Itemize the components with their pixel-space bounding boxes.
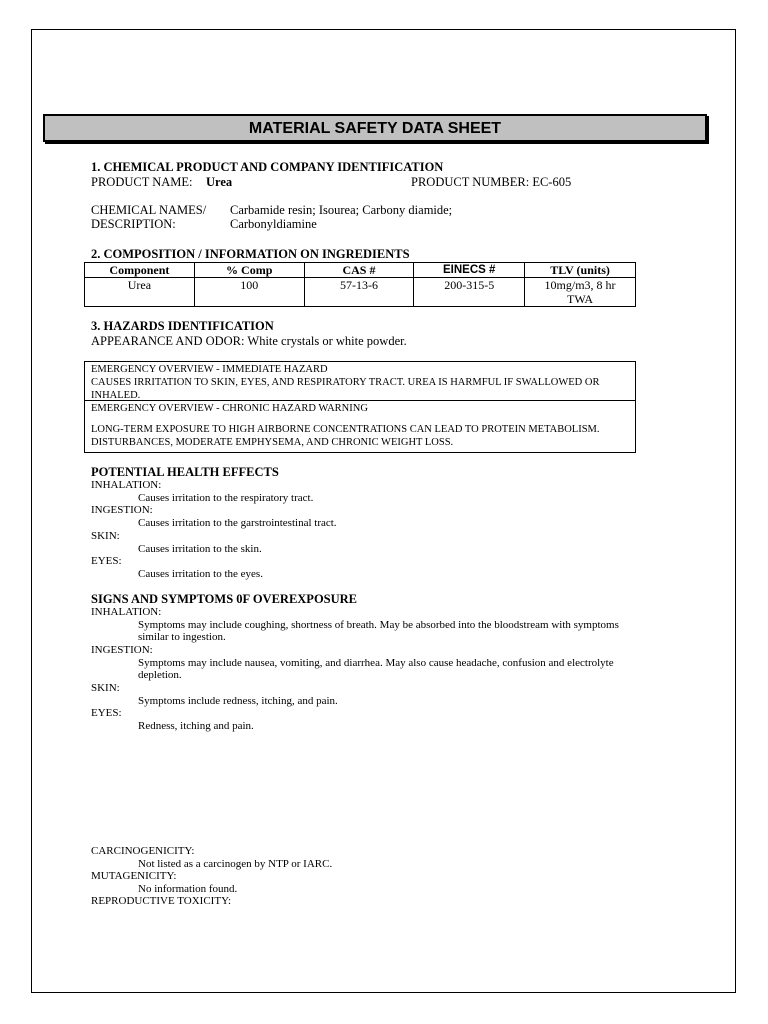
column-header: EINECS # bbox=[414, 263, 525, 278]
carcinogenicity-text: Not listed as a carcinogen by NTP or IARC. bbox=[138, 858, 333, 870]
immediate-hazard-text: CAUSES IRRITATION TO SKIN, EYES, AND RESPIRATORY TRACT. UREA IS HARMFUL IF SWALLOWED OR INHALED. bbox=[91, 377, 600, 401]
symptoms-inhalation-text-cont: similar to ingestion. bbox=[138, 631, 226, 643]
chronic-hazard-title: EMERGENCY OVERVIEW - CHRONIC HAZARD WARNING bbox=[91, 403, 368, 414]
table-cell: 200-315-5 bbox=[414, 278, 525, 307]
health-skin-text: Causes irritation to the skin. bbox=[138, 543, 262, 555]
health-skin-label: SKIN: bbox=[91, 530, 120, 542]
section1-heading: 1. CHEMICAL PRODUCT AND COMPANY IDENTIFICATION bbox=[91, 160, 444, 174]
mutagenicity-text: No information found. bbox=[138, 883, 238, 895]
section2-heading: 2. COMPOSITION / INFORMATION ON INGREDIENTS bbox=[91, 247, 410, 261]
symptoms-heading: SIGNS AND SYMPTOMS 0F OVEREXPOSURE bbox=[91, 592, 358, 606]
column-header: CAS # bbox=[304, 263, 414, 278]
mutagenicity-label: MUTAGENICITY: bbox=[91, 870, 177, 882]
immediate-hazard-title: EMERGENCY OVERVIEW - IMMEDIATE HAZARD bbox=[91, 364, 328, 375]
section3-heading: 3. HAZARDS IDENTIFICATION bbox=[91, 319, 274, 333]
health-ingestion-label: INGESTION: bbox=[91, 504, 153, 516]
table-cell: 100 bbox=[194, 278, 304, 307]
column-header: TLV (units) bbox=[525, 263, 636, 278]
table-row bbox=[85, 278, 636, 307]
title-banner bbox=[43, 114, 707, 142]
symptoms-eyes-text: Redness, itching and pain. bbox=[138, 720, 254, 732]
column-header: % Comp bbox=[194, 263, 304, 278]
column-header: Component bbox=[85, 263, 195, 278]
symptoms-skin-label: SKIN: bbox=[91, 682, 120, 694]
table-cell: 10mg/m3, 8 hr TWA bbox=[525, 278, 636, 307]
symptoms-ingestion-text: Symptoms may include nausea, vomiting, and diarrhea. May also cause headache, confusion and electrolyte bbox=[138, 657, 614, 669]
table-header-row bbox=[85, 263, 636, 278]
composition-table bbox=[84, 262, 636, 307]
carcinogenicity-label: CARCINOGENICITY: bbox=[91, 845, 195, 857]
symptoms-eyes-label: EYES: bbox=[91, 707, 122, 719]
table-cell: Urea bbox=[85, 278, 195, 307]
description-label: DESCRIPTION: bbox=[91, 217, 176, 231]
health-eyes-label: EYES: bbox=[91, 555, 122, 567]
page-title: MATERIAL SAFETY DATA SHEET bbox=[248, 120, 502, 137]
chemical-names-label: CHEMICAL NAMES/ bbox=[91, 203, 207, 217]
health-ingestion-text: Causes irritation to the garstrointestinal tract. bbox=[138, 517, 337, 529]
reproductive-toxicity-label: REPRODUCTIVE TOXICITY: bbox=[91, 895, 232, 907]
health-inhalation-label: INHALATION: bbox=[91, 479, 162, 491]
symptoms-inhalation-label: INHALATION: bbox=[91, 606, 162, 618]
table-cell: 57-13-6 bbox=[304, 278, 414, 307]
chronic-hazard-text: LONG-TERM EXPOSURE TO HIGH AIRBORNE CONCENTRATIONS CAN LEAD TO PROTEIN METABOLISM. DISTURBANCES, MODERATE EMPHYSEMA, AND CHRONIC WEIGHT LOSS. bbox=[91, 424, 600, 448]
symptoms-ingestion-label: INGESTION: bbox=[91, 644, 153, 656]
product-name-value: Urea bbox=[206, 175, 233, 189]
product-number: PRODUCT NUMBER: EC-605 bbox=[411, 175, 572, 189]
emergency-overview-chronic bbox=[84, 400, 636, 453]
symptoms-ingestion-text-cont: depletion. bbox=[138, 669, 182, 681]
chemical-names-value: Carbamide resin; Isourea; Carbony diamide; bbox=[230, 203, 453, 217]
health-inhalation-text: Causes irritation to the respiratory tract. bbox=[138, 492, 314, 504]
symptoms-skin-text: Symptoms include redness, itching, and pain. bbox=[138, 695, 338, 707]
description-value: Carbonyldiamine bbox=[230, 217, 317, 231]
emergency-overview-immediate bbox=[84, 361, 636, 401]
product-name-label: PRODUCT NAME: bbox=[91, 175, 193, 189]
symptoms-inhalation-text: Symptoms may include coughing, shortness of breath. May be absorbed into the bloodstream with symptoms bbox=[138, 619, 619, 631]
health-effects-heading: POTENTIAL HEALTH EFFECTS bbox=[91, 465, 279, 479]
appearance-text: APPEARANCE AND ODOR: White crystals or white powder. bbox=[91, 334, 407, 348]
health-eyes-text: Causes irritation to the eyes. bbox=[138, 568, 263, 580]
